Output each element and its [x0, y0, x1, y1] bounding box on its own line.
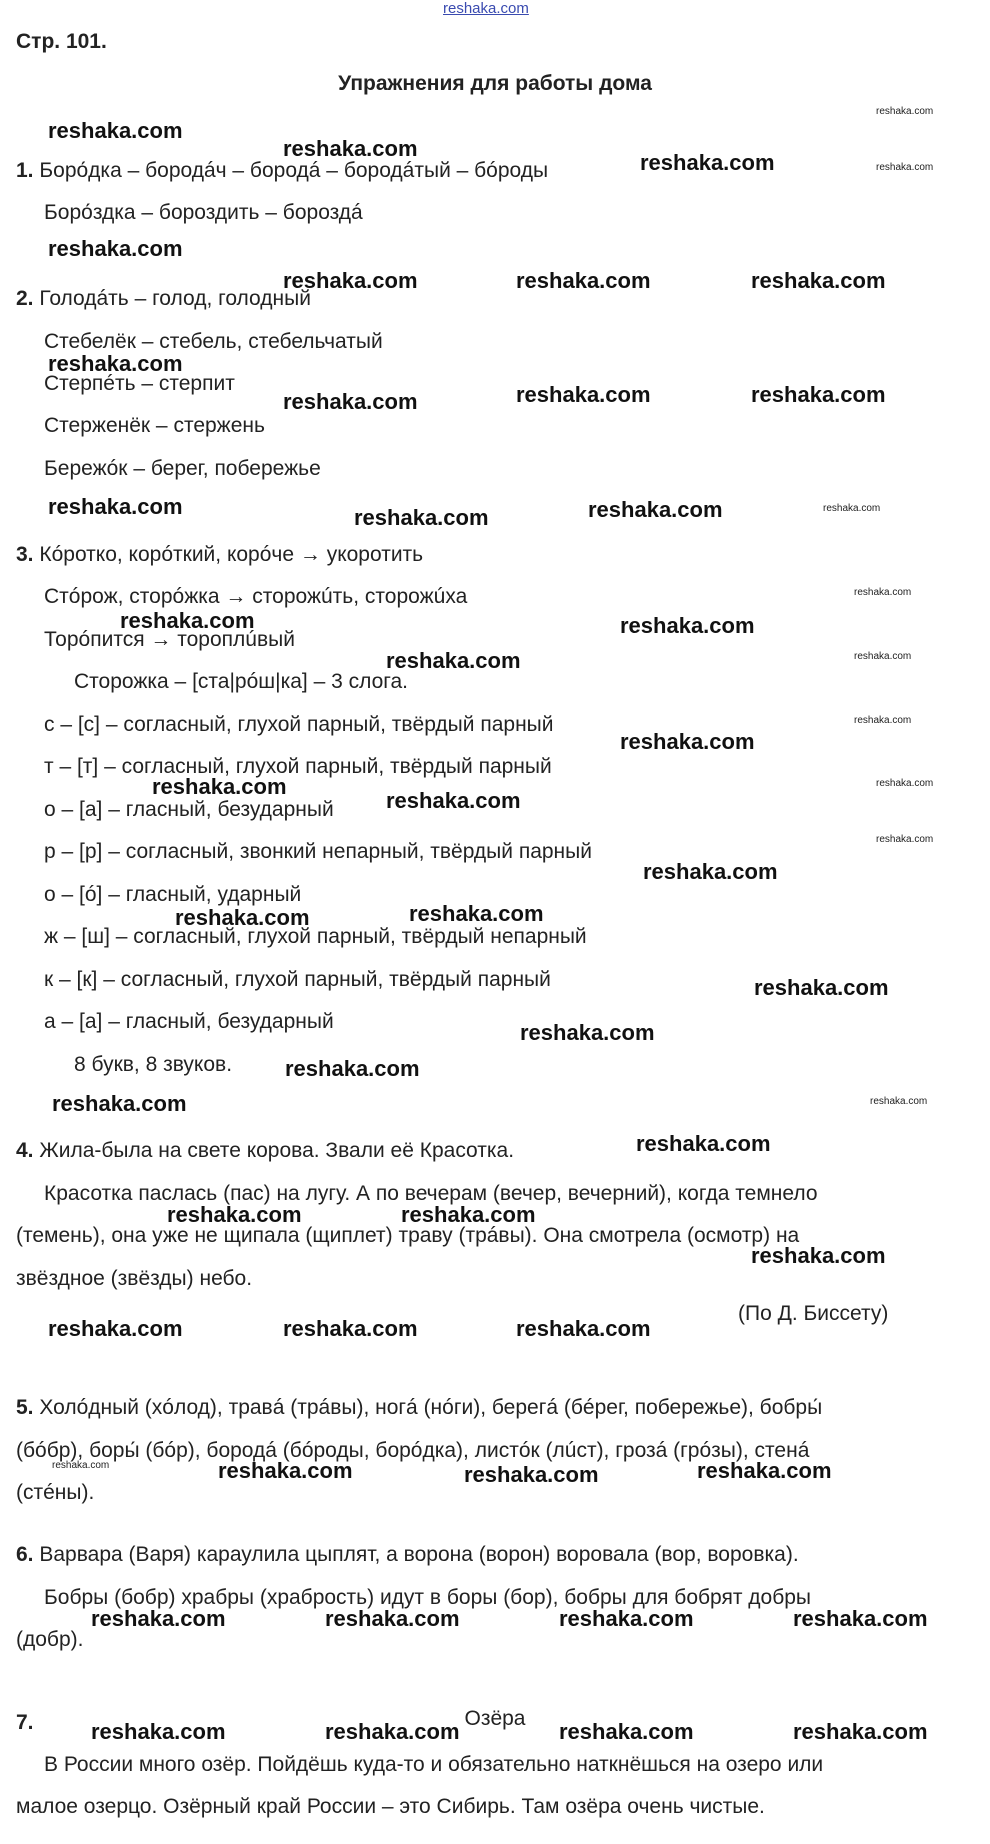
watermark: reshaka.com	[283, 389, 418, 414]
exercise-2-line-1: 2. Голодáть – голод, голодный	[16, 287, 311, 310]
exercise-6-line-2: Бобры (бобр) храбры (храбрость) идут в боры (бор), бобры для бобрят добры	[44, 1586, 812, 1609]
watermark: reshaka.com	[643, 859, 778, 884]
watermark: reshaka.com	[91, 1606, 226, 1631]
watermark: reshaka.com	[640, 150, 775, 175]
watermark: reshaka.com	[401, 1202, 536, 1227]
watermark: reshaka.com	[386, 648, 521, 673]
watermark: reshaka.com	[409, 901, 544, 926]
watermark: reshaka.com	[793, 1719, 928, 1744]
exercise-4-line-2: Красотка паслась (пас) на лугу. А по вечерам (вечер, вечерний), когда темнело	[44, 1182, 818, 1205]
watermark: reshaka.com	[283, 268, 418, 293]
text-title: Озёра	[464, 1707, 526, 1730]
watermark: reshaka.com	[870, 1096, 928, 1107]
watermark: reshaka.com	[876, 162, 934, 173]
watermark: reshaka.com	[876, 834, 934, 845]
watermark: reshaka.com	[854, 651, 912, 662]
watermark: reshaka.com	[620, 729, 755, 754]
syllable-division-line: Сторожка – [ста|рóш|ка] – 3 слога.	[74, 670, 408, 693]
watermark: reshaka.com	[588, 497, 723, 522]
watermark: reshaka.com	[464, 1462, 599, 1487]
phonetic-line: к – [к] – согласный, глухой парный, твёрдый парный	[44, 968, 551, 991]
watermark: reshaka.com	[516, 268, 651, 293]
watermark: reshaka.com	[52, 1091, 187, 1116]
page-number: Стр. 101.	[16, 30, 107, 53]
exercise-4-number: 4.	[16, 1139, 34, 1162]
watermark: reshaka.com	[152, 774, 287, 799]
exercise-6-line-1: 6. Варвара (Варя) караулила цыплят, а ворона (ворон) воровала (вор, воровка).	[16, 1543, 799, 1566]
exercise-4-line-3: (темень), она уже не щипала (щиплет) траву (трáвы). Она смотрела (осмотр) на	[16, 1224, 800, 1247]
exercise-5-line-2: (бóбр), боры́ (бóр), бородá (бóроды, борóдка), листóк (лúст), грозá (грóзы), стенá	[16, 1439, 810, 1462]
exercise-2-line-5: Бережóк – берег, побережье	[44, 457, 321, 480]
watermark: reshaka.com	[751, 268, 886, 293]
section-title: Упражнения для работы дома	[338, 72, 652, 95]
watermark: reshaka.com	[52, 1460, 110, 1471]
exercise-1-number: 1.	[16, 159, 34, 182]
watermark: reshaka.com	[854, 587, 912, 598]
watermark: reshaka.com	[48, 118, 183, 143]
watermark: reshaka.com	[516, 382, 651, 407]
watermark: reshaka.com	[167, 1202, 302, 1227]
phonetic-line: т – [т] – согласный, глухой парный, твёрдый парный	[44, 755, 552, 778]
watermark: reshaka.com	[48, 236, 183, 261]
watermark: reshaka.com	[636, 1131, 771, 1156]
watermark: reshaka.com	[697, 1458, 832, 1483]
watermark: reshaka.com	[175, 905, 310, 930]
watermark: reshaka.com	[325, 1606, 460, 1631]
exercise-3-line-1: 3. Кóротко, корóткий, корóче → укоротить	[16, 543, 424, 566]
exercise-7-line-2: малое озерцо. Озёрный край России – это Сибирь. Там озёра очень чистые.	[16, 1795, 765, 1818]
watermark: reshaka.com	[120, 608, 255, 633]
watermark: reshaka.com	[91, 1719, 226, 1744]
watermark: reshaka.com	[876, 106, 934, 117]
watermark: reshaka.com	[48, 351, 183, 376]
watermark: reshaka.com	[325, 1719, 460, 1744]
exercise-4-line-1: 4. Жила-была на свете корова. Звали её Красотка.	[16, 1139, 515, 1162]
exercise-5-line-1: 5. Холóдный (хóлод), травá (трáвы), ногá (нóги), берегá (бéрег, побережье), бобры́	[16, 1396, 823, 1419]
phonetic-line: о – [ó] – гласный, ударный	[44, 883, 302, 906]
watermark: reshaka.com	[754, 975, 889, 1000]
watermark: reshaka.com	[751, 382, 886, 407]
phonetic-line: ж – [ш] – согласный, глухой парный, твёрдый непарный	[44, 925, 587, 948]
watermark: reshaka.com	[285, 1056, 420, 1081]
exercise-2-number: 2.	[16, 287, 34, 310]
watermark: reshaka.com	[218, 1458, 353, 1483]
exercise-5-number: 5.	[16, 1396, 34, 1419]
exercise-2-line-3: Стерпéть – стерпит	[44, 372, 235, 395]
exercise-2-line-2: Стебелёк – стебель, стебельчатый	[44, 330, 383, 353]
watermark: reshaka.com	[751, 1243, 886, 1268]
top-watermark-link[interactable]: reshaka.com	[443, 0, 529, 17]
watermark: reshaka.com	[354, 505, 489, 530]
watermark: reshaka.com	[876, 778, 934, 789]
exercise-2-line-4: Стерженёк – стержень	[44, 414, 265, 437]
exercise-7-line-1: В России много озёр. Пойдёшь куда-то и обязательно наткнёшься на озеро или	[44, 1753, 824, 1776]
watermark: reshaka.com	[386, 788, 521, 813]
exercise-4-line-4: звёздное (звёзды) небо.	[16, 1267, 253, 1290]
phonetic-line: а – [а] – гласный, безударный	[44, 1010, 334, 1033]
watermark: reshaka.com	[793, 1606, 928, 1631]
letters-sounds-summary: 8 букв, 8 звуков.	[74, 1053, 233, 1076]
phonetic-line: о – [а] – гласный, безударный	[44, 798, 334, 821]
watermark: reshaka.com	[520, 1020, 655, 1045]
watermark: reshaka.com	[559, 1606, 694, 1631]
watermark: reshaka.com	[559, 1719, 694, 1744]
watermark: reshaka.com	[854, 715, 912, 726]
exercise-3-number: 3.	[16, 543, 34, 566]
watermark: reshaka.com	[48, 1316, 183, 1341]
exercise-1-line-1: 1. Боро́дка – бородáч – бородá – бородáтый – бóроды	[16, 159, 549, 182]
exercise-6-line-3: (добр).	[16, 1628, 84, 1651]
exercise-3-line-2: Стóрож, сторóжка → сторожúть, сторожúха	[44, 585, 468, 608]
author-attribution: (По Д. Биссету)	[738, 1302, 889, 1325]
watermark: reshaka.com	[283, 1316, 418, 1341]
watermark: reshaka.com	[516, 1316, 651, 1341]
exercise-5-line-3: (стéны).	[16, 1481, 95, 1504]
phonetic-line: р – [р] – согласный, звонкий непарный, твёрдый парный	[44, 840, 592, 863]
watermark: reshaka.com	[620, 613, 755, 638]
watermark: reshaka.com	[823, 503, 881, 514]
exercise-6-number: 6.	[16, 1543, 34, 1566]
exercise-1-line-2: Боро́здка – бороздить – бороздá	[44, 201, 363, 224]
phonetic-line: с – [с] – согласный, глухой парный, твёрдый парный	[44, 713, 554, 736]
exercise-3-line-3: Торóпится → тороплúвый	[44, 628, 295, 651]
watermark: reshaka.com	[283, 136, 418, 161]
exercise-7-number: 7.	[16, 1711, 34, 1734]
watermark: reshaka.com	[48, 494, 183, 519]
